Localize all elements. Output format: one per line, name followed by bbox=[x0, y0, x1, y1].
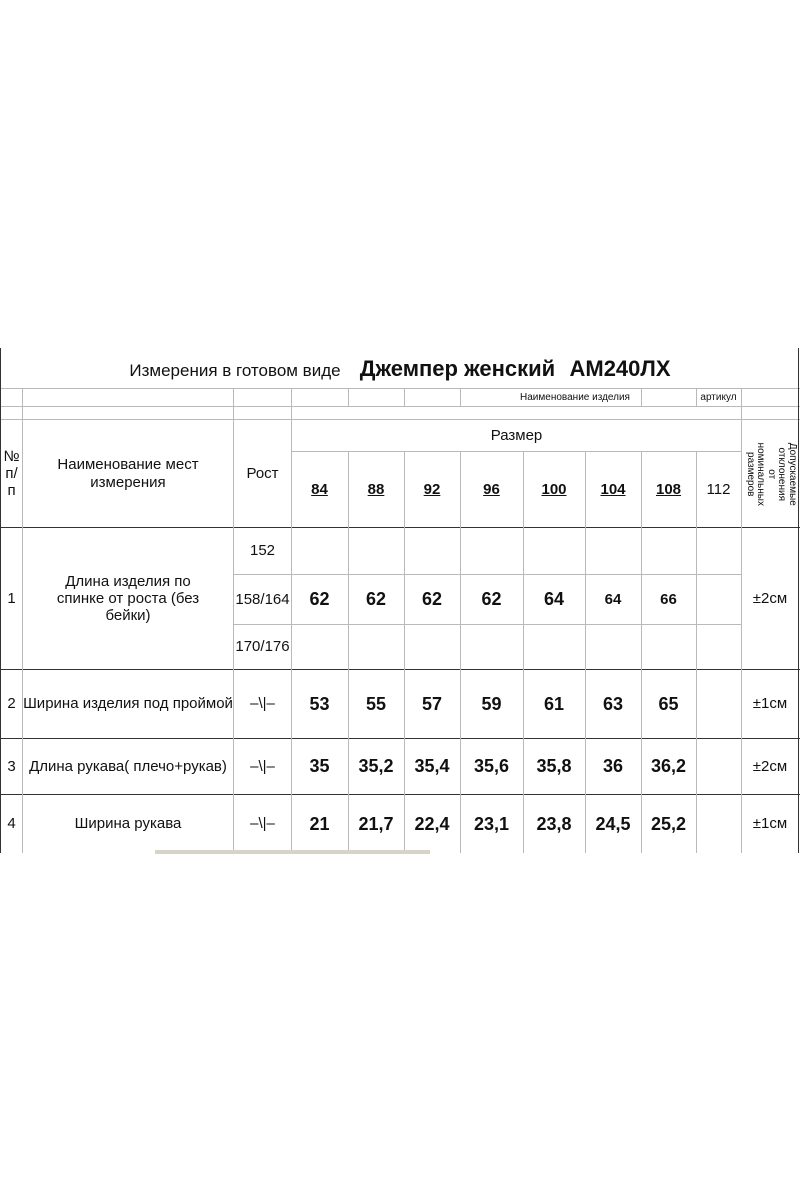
value-cell: 65 bbox=[658, 693, 679, 714]
value-cell: 64 bbox=[543, 589, 565, 610]
size-108: 108 bbox=[655, 480, 682, 498]
value-cell: 21,7 bbox=[358, 813, 394, 834]
grid-line bbox=[0, 388, 800, 389]
header-tolerance: Допускаемые отклонения от номинальных размеров bbox=[745, 442, 799, 506]
value-cell: 55 bbox=[365, 693, 387, 714]
row-number: 1 bbox=[7, 589, 16, 607]
value-cell: 66 bbox=[660, 590, 677, 608]
value-cell: 35,4 bbox=[414, 756, 450, 777]
size-chart bbox=[0, 348, 800, 853]
tolerance-value: ±1см bbox=[752, 695, 788, 713]
value-cell: 23,1 bbox=[473, 813, 510, 834]
value-cell: 35,8 bbox=[536, 756, 572, 777]
height-value: –\|– bbox=[250, 815, 275, 833]
value-cell: 24,5 bbox=[595, 813, 631, 834]
height-value: 158/164 bbox=[235, 590, 290, 608]
header-size: Размер bbox=[490, 426, 543, 444]
value-cell: 59 bbox=[481, 693, 502, 714]
header-height: Рост bbox=[246, 464, 279, 482]
value-cell: 36 bbox=[602, 756, 624, 777]
size-84: 84 bbox=[311, 480, 328, 498]
value-cell: 35,6 bbox=[473, 756, 510, 777]
value-cell: 35 bbox=[309, 756, 330, 777]
value-cell: 21 bbox=[309, 813, 330, 834]
row-number: 2 bbox=[7, 695, 16, 713]
row-number: 3 bbox=[7, 757, 16, 775]
value-cell: 57 bbox=[421, 693, 443, 714]
grid-line bbox=[348, 389, 349, 407]
size-96: 96 bbox=[483, 480, 500, 498]
chart-title-label: Измерения в готовом виде bbox=[129, 361, 341, 381]
value-cell: 62 bbox=[309, 589, 330, 610]
tolerance-value: ±2см bbox=[752, 589, 788, 607]
product-name-label: Наименование изделия bbox=[520, 391, 630, 403]
size-92: 92 bbox=[423, 480, 441, 498]
measurement-name: Длина рукава( плечо+рукав) bbox=[29, 757, 227, 775]
product-title: Джемпер женский bbox=[359, 356, 556, 382]
measurement-name: Ширина рукава bbox=[74, 815, 182, 833]
value-cell: 53 bbox=[309, 693, 330, 714]
value-cell: 63 bbox=[602, 693, 624, 714]
value-cell: 61 bbox=[543, 693, 565, 714]
height-value: –\|– bbox=[250, 757, 275, 775]
value-cell: 23,8 bbox=[536, 813, 572, 834]
value-cell: 22,4 bbox=[414, 813, 450, 834]
grid-line bbox=[641, 389, 642, 407]
article-code: АМ240ЛХ bbox=[569, 356, 671, 382]
header-number: № п/ п bbox=[3, 447, 20, 500]
tolerance-value: ±2см bbox=[752, 757, 788, 775]
size-88: 88 bbox=[367, 480, 385, 498]
size-104: 104 bbox=[600, 480, 626, 498]
height-value: 152 bbox=[249, 542, 276, 560]
value-cell: 62 bbox=[365, 589, 387, 610]
value-cell: 36,2 bbox=[650, 756, 687, 777]
height-value: –\|– bbox=[250, 695, 275, 713]
size-100: 100 bbox=[541, 480, 567, 498]
article-label: артикул bbox=[700, 391, 737, 403]
measurement-name: Длина изделия по спинке от роста (без бейки) bbox=[56, 572, 200, 625]
grid-line bbox=[404, 389, 405, 407]
grid-line bbox=[233, 624, 741, 625]
value-cell: 25,2 bbox=[650, 813, 687, 834]
value-cell: 62 bbox=[421, 589, 443, 610]
header-measurement-place: Наименование мест измерения bbox=[57, 456, 199, 491]
grid-line bbox=[460, 389, 461, 407]
value-cell: 64 bbox=[604, 590, 622, 608]
size-112: 112 bbox=[706, 480, 731, 498]
row-number: 4 bbox=[7, 815, 16, 833]
value-cell: 62 bbox=[481, 589, 502, 610]
height-value: 170/176 bbox=[235, 638, 290, 656]
value-cell: 35,2 bbox=[358, 756, 394, 777]
cropped-photo-edge bbox=[155, 850, 430, 854]
measurement-name: Ширина изделия под проймой bbox=[23, 695, 233, 713]
grid-line bbox=[0, 406, 800, 407]
tolerance-value: ±1см bbox=[752, 815, 788, 833]
